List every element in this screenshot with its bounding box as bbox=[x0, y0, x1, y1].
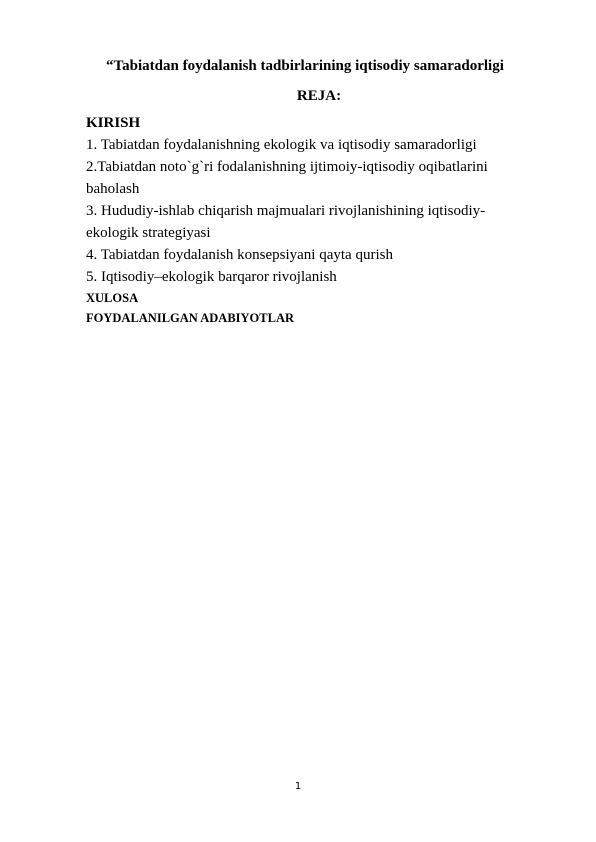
section-references: FOYDALANILGAN ADABIYOTLAR bbox=[86, 311, 295, 325]
section-item-5: 5. Iqtisodiy–ekologik barqaror rivojlanish bbox=[86, 269, 337, 285]
table-of-contents bbox=[86, 112, 526, 328]
section-conclusion: XULOSA bbox=[86, 291, 139, 305]
section-item-3-line-1: 3. Hududiy-ishlab chiqarish majmualari rivojlanishining iqtisodiy- bbox=[86, 203, 486, 219]
page-number: 1 bbox=[294, 781, 302, 792]
section-intro: KIRISH bbox=[86, 115, 141, 131]
section-item-2-line-2: baholash bbox=[86, 181, 140, 197]
section-item-3-line-2: ekologik strategiyasi bbox=[86, 225, 211, 241]
section-item-2-line-1: 2.Tabiatdan noto`g`ri fodalanishning ijtimoiy-iqtisodiy oqibatlarini bbox=[86, 159, 488, 175]
section-item-1: 1. Tabiatdan foydalanishning ekologik va iqtisodiy samaradorligi bbox=[86, 137, 477, 153]
section-item-4: 4. Tabiatdan foydalanish konsepsiyani qayta qurish bbox=[86, 247, 393, 263]
document-title: “Tabiatdan foydalanish tadbirlarining iqtisodiy samaradorligi bbox=[106, 58, 504, 74]
plan-heading: REJA: bbox=[296, 88, 342, 104]
